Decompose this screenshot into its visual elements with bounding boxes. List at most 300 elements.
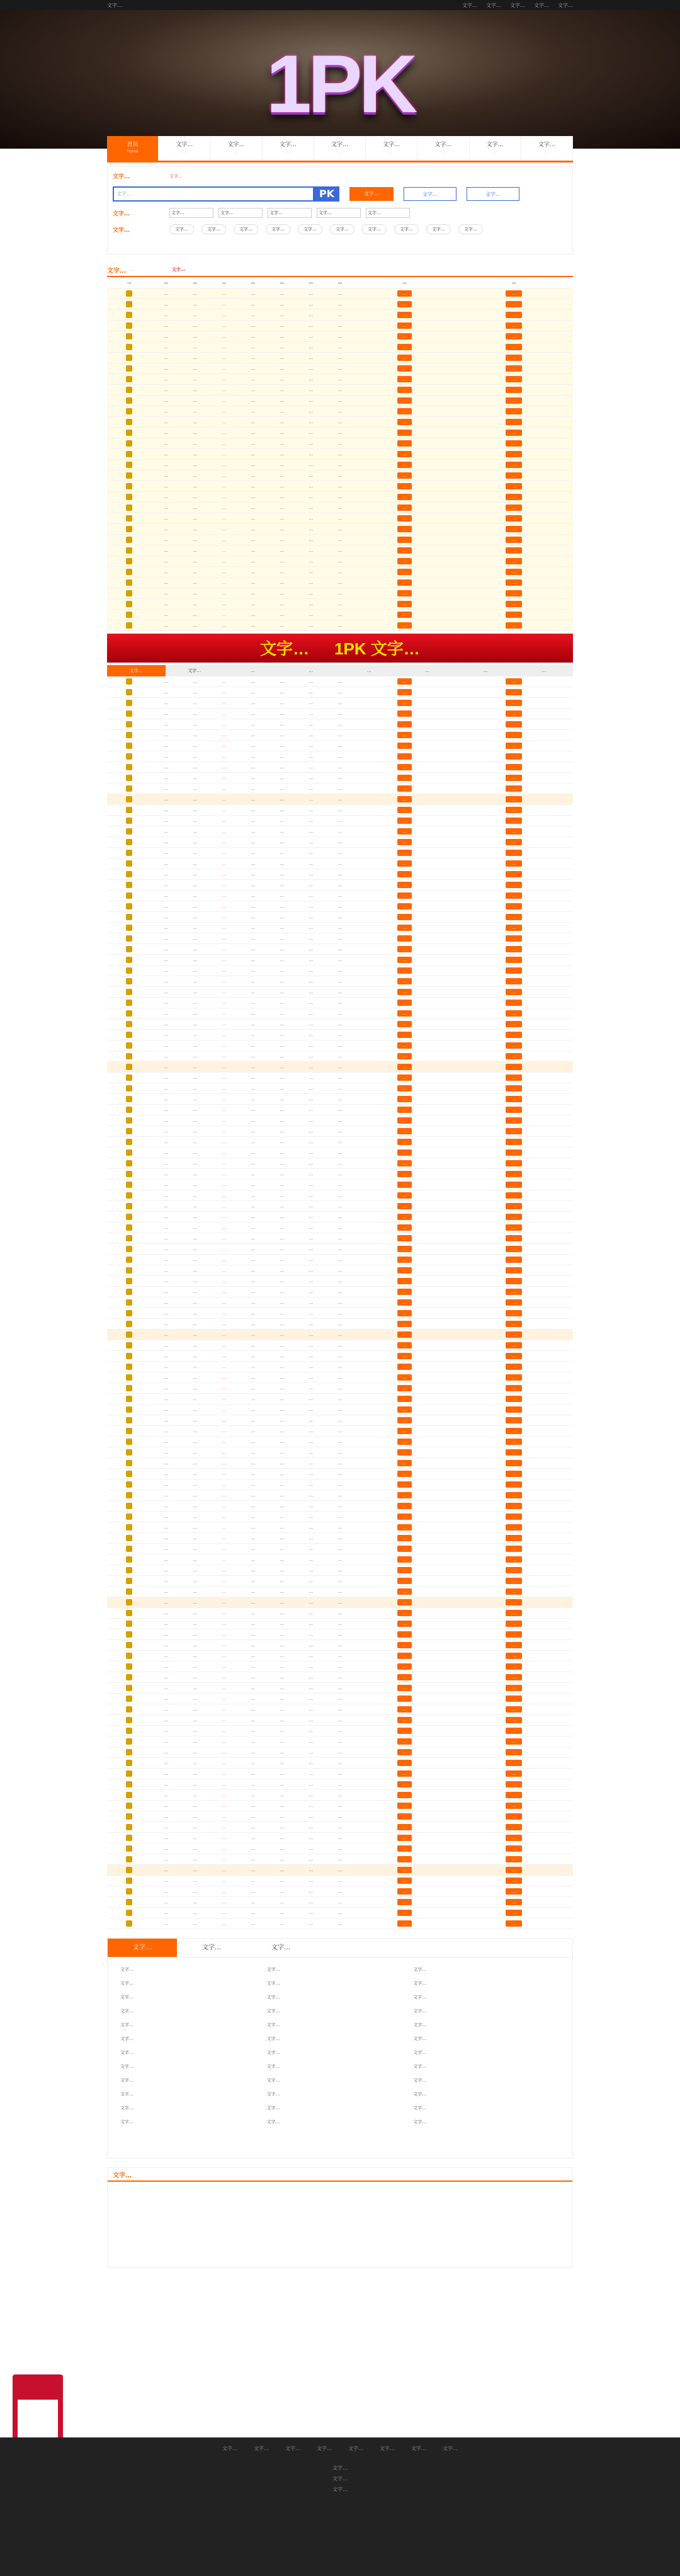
hot-chip[interactable]: 文字… xyxy=(426,224,451,234)
view-button[interactable]: … xyxy=(397,1471,412,1477)
view-button[interactable]: … xyxy=(397,1556,412,1563)
view-button[interactable]: … xyxy=(397,1513,412,1520)
enter-button[interactable]: … xyxy=(506,1631,523,1638)
news-item[interactable]: 文字… xyxy=(413,2022,427,2027)
view-button[interactable]: … xyxy=(397,1021,412,1027)
view-button[interactable]: … xyxy=(397,1567,412,1573)
news-item[interactable]: 文字… xyxy=(266,2022,280,2027)
enter-button[interactable]: … xyxy=(506,1385,523,1391)
view-button[interactable]: … xyxy=(397,558,412,564)
view-button[interactable]: … xyxy=(397,1706,412,1713)
enter-button[interactable]: … xyxy=(506,1599,523,1605)
news-tab[interactable]: 文字… xyxy=(202,1944,221,1951)
view-button[interactable]: … xyxy=(397,1385,412,1391)
view-button[interactable]: … xyxy=(397,1535,412,1541)
enter-button[interactable]: … xyxy=(506,1674,523,1680)
enter-button[interactable]: … xyxy=(506,333,523,339)
nav-item[interactable]: 文字… … xyxy=(159,136,210,161)
view-button[interactable]: … xyxy=(397,689,412,695)
action-button-3[interactable]: 文字… xyxy=(467,187,519,201)
view-button[interactable]: … xyxy=(397,1439,412,1445)
enter-button[interactable]: … xyxy=(506,732,523,738)
news-item[interactable]: 文字… xyxy=(120,1981,133,1986)
enter-button[interactable]: … xyxy=(506,472,523,479)
enter-button[interactable]: … xyxy=(506,1835,523,1841)
enter-button[interactable]: … xyxy=(506,689,523,695)
news-item[interactable]: 文字… xyxy=(266,2036,280,2041)
enter-button[interactable]: … xyxy=(506,504,523,511)
enter-button[interactable]: … xyxy=(506,312,523,318)
view-button[interactable]: … xyxy=(397,472,412,479)
enter-button[interactable]: … xyxy=(506,946,523,952)
enter-button[interactable]: … xyxy=(506,1139,523,1145)
footer-link[interactable]: 文字… xyxy=(285,2446,300,2451)
view-button[interactable]: … xyxy=(397,1899,412,1905)
view-button[interactable]: … xyxy=(397,1085,412,1091)
view-button[interactable]: … xyxy=(397,1813,412,1820)
view-button[interactable]: … xyxy=(397,1139,412,1145)
enter-button[interactable]: … xyxy=(506,547,523,554)
news-item[interactable]: 文字… xyxy=(266,2078,280,2083)
view-button[interactable]: … xyxy=(397,1032,412,1038)
enter-button[interactable]: … xyxy=(506,1546,523,1552)
enter-button[interactable]: … xyxy=(506,871,523,877)
view-button[interactable]: … xyxy=(397,1278,412,1284)
enter-button[interactable]: … xyxy=(506,515,523,521)
hot-chip[interactable]: 文字… xyxy=(298,224,322,234)
enter-button[interactable]: … xyxy=(506,1117,523,1124)
enter-button[interactable]: … xyxy=(506,1278,523,1284)
top-link[interactable]: 文字… xyxy=(534,2,549,8)
enter-button[interactable]: … xyxy=(506,710,523,717)
enter-button[interactable]: … xyxy=(506,1642,523,1648)
enter-button[interactable]: … xyxy=(506,860,523,867)
news-item[interactable]: 文字… xyxy=(413,2119,427,2124)
view-button[interactable]: … xyxy=(397,1685,412,1691)
action-button-2[interactable]: 文字… xyxy=(404,187,456,201)
filter-select[interactable]: 文字… xyxy=(268,208,312,218)
view-button[interactable]: … xyxy=(397,700,412,706)
view-button[interactable]: … xyxy=(397,1171,412,1177)
enter-button[interactable]: … xyxy=(506,1803,523,1809)
footer-link[interactable]: 文字… xyxy=(443,2446,458,2451)
view-button[interactable]: … xyxy=(397,515,412,521)
view-button[interactable]: … xyxy=(397,1192,412,1199)
view-button[interactable]: … xyxy=(397,569,412,575)
view-button[interactable]: … xyxy=(397,1342,412,1348)
view-button[interactable]: … xyxy=(397,1728,412,1734)
enter-button[interactable]: … xyxy=(506,1074,523,1081)
view-button[interactable]: … xyxy=(397,860,412,867)
hot-chip[interactable]: 文字… xyxy=(169,224,194,234)
footer-link[interactable]: 文字… xyxy=(348,2446,363,2451)
enter-button[interactable]: … xyxy=(506,344,523,350)
view-button[interactable]: … xyxy=(397,935,412,942)
news-item[interactable]: 文字… xyxy=(413,2092,427,2097)
view-button[interactable]: … xyxy=(397,451,412,457)
news-item[interactable]: 文字… xyxy=(120,2078,133,2083)
enter-button[interactable]: … xyxy=(506,1524,523,1530)
view-button[interactable]: … xyxy=(397,1888,412,1895)
nav-item[interactable]: 首页 Home xyxy=(107,136,159,161)
top-link[interactable]: 文字… xyxy=(462,2,477,8)
view-button[interactable]: … xyxy=(397,622,412,629)
enter-button[interactable]: … xyxy=(506,1513,523,1520)
footer-link[interactable]: 文字… xyxy=(222,2446,237,2451)
enter-button[interactable]: … xyxy=(506,301,523,307)
enter-button[interactable]: … xyxy=(506,1845,523,1852)
view-button[interactable]: … xyxy=(397,1417,412,1423)
nav-item[interactable]: 文字… … xyxy=(521,136,573,161)
view-button[interactable]: … xyxy=(397,1203,412,1209)
filter-select[interactable]: 文字… xyxy=(317,208,361,218)
view-button[interactable]: … xyxy=(397,1663,412,1670)
view-button[interactable]: … xyxy=(397,989,412,995)
enter-button[interactable]: … xyxy=(506,1728,523,1734)
enter-button[interactable]: … xyxy=(506,1203,523,1209)
view-button[interactable]: … xyxy=(397,1374,412,1381)
enter-button[interactable]: … xyxy=(506,882,523,888)
enter-button[interactable]: … xyxy=(506,839,523,845)
enter-button[interactable]: … xyxy=(506,785,523,792)
enter-button[interactable]: … xyxy=(506,1053,523,1059)
news-item[interactable]: 文字… xyxy=(413,1967,427,1972)
server-tab[interactable]: 文字… xyxy=(188,668,201,673)
enter-button[interactable]: … xyxy=(506,408,523,414)
enter-button[interactable]: … xyxy=(506,1695,523,1702)
view-button[interactable]: … xyxy=(397,743,412,749)
view-button[interactable]: … xyxy=(397,753,412,760)
view-button[interactable]: … xyxy=(397,764,412,770)
enter-button[interactable]: … xyxy=(506,1182,523,1188)
view-button[interactable]: … xyxy=(397,462,412,468)
enter-button[interactable]: … xyxy=(506,1064,523,1070)
view-button[interactable]: … xyxy=(397,925,412,931)
enter-button[interactable]: … xyxy=(506,430,523,436)
site-logo[interactable]: 1PK xyxy=(266,38,414,130)
enter-button[interactable]: … xyxy=(506,1567,523,1573)
view-button[interactable]: … xyxy=(397,1738,412,1745)
enter-button[interactable]: … xyxy=(506,1000,523,1006)
enter-button[interactable]: … xyxy=(506,1492,523,1498)
enter-button[interactable]: … xyxy=(506,807,523,813)
view-button[interactable]: … xyxy=(397,1246,412,1252)
enter-button[interactable]: … xyxy=(506,1449,523,1456)
view-button[interactable]: … xyxy=(397,1353,412,1359)
view-button[interactable]: … xyxy=(397,1428,412,1434)
view-button[interactable]: … xyxy=(397,1856,412,1862)
news-item[interactable]: 文字… xyxy=(266,1967,280,1972)
view-button[interactable]: … xyxy=(397,1824,412,1830)
view-button[interactable]: … xyxy=(397,1096,412,1102)
news-item[interactable]: 文字… xyxy=(266,2119,280,2124)
view-button[interactable]: … xyxy=(397,1117,412,1124)
enter-button[interactable]: … xyxy=(506,892,523,899)
view-button[interactable]: … xyxy=(397,1224,412,1231)
filter-select[interactable]: 文字… xyxy=(169,208,213,218)
view-button[interactable]: … xyxy=(397,1546,412,1552)
enter-button[interactable]: … xyxy=(506,1160,523,1166)
search-input[interactable]: 文字… xyxy=(113,186,314,202)
enter-button[interactable]: … xyxy=(506,451,523,457)
footer-link[interactable]: 文字… xyxy=(380,2446,395,2451)
top-link[interactable]: 文字… xyxy=(486,2,501,8)
enter-button[interactable]: … xyxy=(506,612,523,618)
server-tab[interactable]: … xyxy=(425,668,430,673)
enter-button[interactable]: … xyxy=(506,1235,523,1241)
view-button[interactable]: … xyxy=(397,892,412,899)
view-button[interactable]: … xyxy=(397,1010,412,1017)
view-button[interactable]: … xyxy=(397,601,412,607)
view-button[interactable]: … xyxy=(397,1321,412,1327)
enter-button[interactable]: … xyxy=(506,743,523,749)
enter-button[interactable]: … xyxy=(506,1824,523,1830)
view-button[interactable]: … xyxy=(397,547,412,554)
view-button[interactable]: … xyxy=(397,590,412,596)
view-button[interactable]: … xyxy=(397,1460,412,1466)
enter-button[interactable]: … xyxy=(506,526,523,532)
view-button[interactable]: … xyxy=(397,322,412,329)
enter-button[interactable]: … xyxy=(506,1224,523,1231)
view-button[interactable]: … xyxy=(397,978,412,984)
enter-button[interactable]: … xyxy=(506,989,523,995)
news-item[interactable]: 文字… xyxy=(266,2092,280,2097)
enter-button[interactable]: … xyxy=(506,967,523,974)
view-button[interactable]: … xyxy=(397,1653,412,1659)
enter-button[interactable]: … xyxy=(506,558,523,564)
view-button[interactable]: … xyxy=(397,1845,412,1852)
view-button[interactable]: … xyxy=(397,1588,412,1595)
news-item[interactable]: 文字… xyxy=(266,2050,280,2055)
view-button[interactable]: … xyxy=(397,796,412,802)
view-button[interactable]: … xyxy=(397,1331,412,1338)
view-button[interactable]: … xyxy=(397,1610,412,1616)
enter-button[interactable]: … xyxy=(506,850,523,856)
enter-button[interactable]: … xyxy=(506,1342,523,1348)
server-tab[interactable]: … xyxy=(366,668,371,673)
news-item[interactable]: 文字… xyxy=(120,1995,133,2000)
view-button[interactable]: … xyxy=(397,365,412,372)
view-button[interactable]: … xyxy=(397,344,412,350)
enter-button[interactable]: … xyxy=(506,1246,523,1252)
view-button[interactable]: … xyxy=(397,1503,412,1509)
enter-button[interactable]: … xyxy=(506,1888,523,1895)
view-button[interactable]: … xyxy=(397,903,412,909)
footer-link[interactable]: 文字… xyxy=(254,2446,269,2451)
view-button[interactable]: … xyxy=(397,419,412,425)
view-button[interactable]: … xyxy=(397,1695,412,1702)
view-button[interactable]: … xyxy=(397,494,412,500)
hot-chip[interactable]: 文字… xyxy=(201,224,226,234)
view-button[interactable]: … xyxy=(397,678,412,685)
news-tab[interactable]: 文字… xyxy=(271,1944,290,1951)
view-button[interactable]: … xyxy=(397,1760,412,1766)
enter-button[interactable]: … xyxy=(506,537,523,543)
enter-button[interactable]: … xyxy=(506,1107,523,1113)
nav-item[interactable]: 文字… … xyxy=(470,136,521,161)
news-item[interactable]: 文字… xyxy=(120,2036,133,2041)
view-button[interactable]: … xyxy=(397,946,412,952)
enter-button[interactable]: … xyxy=(506,1310,523,1316)
news-item[interactable]: 文字… xyxy=(413,2036,427,2041)
view-button[interactable]: … xyxy=(397,732,412,738)
nav-item[interactable]: 文字… … xyxy=(366,136,417,161)
enter-button[interactable]: … xyxy=(506,1706,523,1713)
news-item[interactable]: 文字… xyxy=(120,2050,133,2055)
enter-button[interactable]: … xyxy=(506,1749,523,1755)
view-button[interactable]: … xyxy=(397,387,412,393)
view-button[interactable]: … xyxy=(397,1621,412,1627)
news-item[interactable]: 文字… xyxy=(266,2064,280,2069)
view-button[interactable]: … xyxy=(397,967,412,974)
view-button[interactable]: … xyxy=(397,430,412,436)
enter-button[interactable]: … xyxy=(506,1364,523,1370)
enter-button[interactable]: … xyxy=(506,365,523,372)
view-button[interactable]: … xyxy=(397,1128,412,1134)
enter-button[interactable]: … xyxy=(506,828,523,835)
enter-button[interactable]: … xyxy=(506,1770,523,1777)
view-button[interactable]: … xyxy=(397,1642,412,1648)
view-button[interactable]: … xyxy=(397,526,412,532)
top-link[interactable]: 文字… xyxy=(510,2,525,8)
enter-button[interactable]: … xyxy=(506,1289,523,1295)
enter-button[interactable]: … xyxy=(506,322,523,329)
news-item[interactable]: 文字… xyxy=(413,1995,427,2000)
enter-button[interactable]: … xyxy=(506,1439,523,1445)
view-button[interactable]: … xyxy=(397,355,412,361)
view-button[interactable]: … xyxy=(397,1524,412,1530)
enter-button[interactable]: … xyxy=(506,1685,523,1691)
view-button[interactable]: … xyxy=(397,1257,412,1263)
nav-item[interactable]: 文字… … xyxy=(417,136,469,161)
enter-button[interactable]: … xyxy=(506,601,523,607)
server-tab[interactable]: 文字… xyxy=(107,665,166,676)
enter-button[interactable]: … xyxy=(506,579,523,586)
search-button[interactable]: 文字… xyxy=(349,187,394,201)
enter-button[interactable]: … xyxy=(506,1032,523,1038)
view-button[interactable]: … xyxy=(397,1481,412,1488)
view-button[interactable]: … xyxy=(397,1289,412,1295)
nav-item[interactable]: 文字… … xyxy=(263,136,314,161)
view-button[interactable]: … xyxy=(397,1492,412,1498)
enter-button[interactable]: … xyxy=(506,462,523,468)
view-button[interactable]: … xyxy=(397,408,412,414)
enter-button[interactable]: … xyxy=(506,419,523,425)
news-item[interactable]: 文字… xyxy=(413,2106,427,2111)
view-button[interactable]: … xyxy=(397,785,412,792)
view-button[interactable]: … xyxy=(397,1149,412,1156)
enter-button[interactable]: … xyxy=(506,914,523,920)
hot-chip[interactable]: 文字… xyxy=(330,224,354,234)
enter-button[interactable]: … xyxy=(506,440,523,447)
view-button[interactable]: … xyxy=(397,1235,412,1241)
enter-button[interactable]: … xyxy=(506,925,523,931)
enter-button[interactable]: … xyxy=(506,1867,523,1873)
enter-button[interactable]: … xyxy=(506,1792,523,1798)
enter-button[interactable]: … xyxy=(506,903,523,909)
server-tab[interactable]: … xyxy=(250,668,255,673)
enter-button[interactable]: … xyxy=(506,355,523,361)
enter-button[interactable]: … xyxy=(506,1663,523,1670)
enter-button[interactable]: … xyxy=(506,1149,523,1156)
news-item[interactable]: 文字… xyxy=(120,2092,133,2097)
enter-button[interactable]: … xyxy=(506,1856,523,1862)
enter-button[interactable]: … xyxy=(506,1813,523,1820)
hot-chip[interactable]: 文字… xyxy=(394,224,419,234)
hot-chip[interactable]: 文字… xyxy=(362,224,387,234)
view-button[interactable]: … xyxy=(397,612,412,618)
enter-button[interactable]: … xyxy=(506,1096,523,1102)
view-button[interactable]: … xyxy=(397,333,412,339)
enter-button[interactable]: … xyxy=(506,1471,523,1477)
enter-button[interactable]: … xyxy=(506,1610,523,1616)
enter-button[interactable]: … xyxy=(506,1460,523,1466)
footer-link[interactable]: 文字… xyxy=(411,2446,426,2451)
server-tab[interactable]: … xyxy=(309,668,314,673)
view-button[interactable]: … xyxy=(397,807,412,813)
view-button[interactable]: … xyxy=(397,1053,412,1059)
filter-select[interactable]: 文字… xyxy=(218,208,263,218)
enter-button[interactable]: … xyxy=(506,1578,523,1584)
enter-button[interactable]: … xyxy=(506,622,523,629)
enter-button[interactable]: … xyxy=(506,569,523,575)
view-button[interactable]: … xyxy=(397,290,412,297)
view-button[interactable]: … xyxy=(397,1920,412,1927)
enter-button[interactable]: … xyxy=(506,700,523,706)
enter-button[interactable]: … xyxy=(506,397,523,404)
enter-button[interactable]: … xyxy=(506,1653,523,1659)
enter-button[interactable]: … xyxy=(506,1899,523,1905)
enter-button[interactable]: … xyxy=(506,1406,523,1413)
view-button[interactable]: … xyxy=(397,1449,412,1456)
enter-button[interactable]: … xyxy=(506,753,523,760)
enter-button[interactable]: … xyxy=(506,678,523,685)
hot-chip[interactable]: 文字… xyxy=(266,224,290,234)
view-button[interactable]: … xyxy=(397,1792,412,1798)
view-button[interactable]: … xyxy=(397,376,412,382)
enter-button[interactable]: … xyxy=(506,1503,523,1509)
view-button[interactable]: … xyxy=(397,1160,412,1166)
enter-button[interactable]: … xyxy=(506,1428,523,1434)
view-button[interactable]: … xyxy=(397,1749,412,1755)
news-tab[interactable]: 文字… xyxy=(108,1939,177,1957)
server-tab[interactable]: … xyxy=(483,668,488,673)
news-item[interactable]: 文字… xyxy=(120,2119,133,2124)
view-button[interactable]: … xyxy=(397,957,412,963)
view-button[interactable]: … xyxy=(397,1599,412,1605)
view-button[interactable]: … xyxy=(397,1042,412,1049)
enter-button[interactable]: … xyxy=(506,1267,523,1274)
view-button[interactable]: … xyxy=(397,850,412,856)
news-item[interactable]: 文字… xyxy=(120,1967,133,1972)
view-button[interactable]: … xyxy=(397,1867,412,1873)
view-button[interactable]: … xyxy=(397,710,412,717)
view-button[interactable]: … xyxy=(397,1578,412,1584)
view-button[interactable]: … xyxy=(397,1364,412,1370)
server-tab[interactable]: … xyxy=(541,668,547,673)
enter-button[interactable]: … xyxy=(506,978,523,984)
view-button[interactable]: … xyxy=(397,1717,412,1723)
view-button[interactable]: … xyxy=(397,1910,412,1916)
enter-button[interactable]: … xyxy=(506,764,523,770)
news-item[interactable]: 文字… xyxy=(266,1995,280,2000)
enter-button[interactable]: … xyxy=(506,590,523,596)
view-button[interactable]: … xyxy=(397,1878,412,1884)
news-item[interactable]: 文字… xyxy=(413,2009,427,2014)
enter-button[interactable]: … xyxy=(506,1717,523,1723)
view-button[interactable]: … xyxy=(397,1074,412,1081)
news-item[interactable]: 文字… xyxy=(120,2064,133,2069)
